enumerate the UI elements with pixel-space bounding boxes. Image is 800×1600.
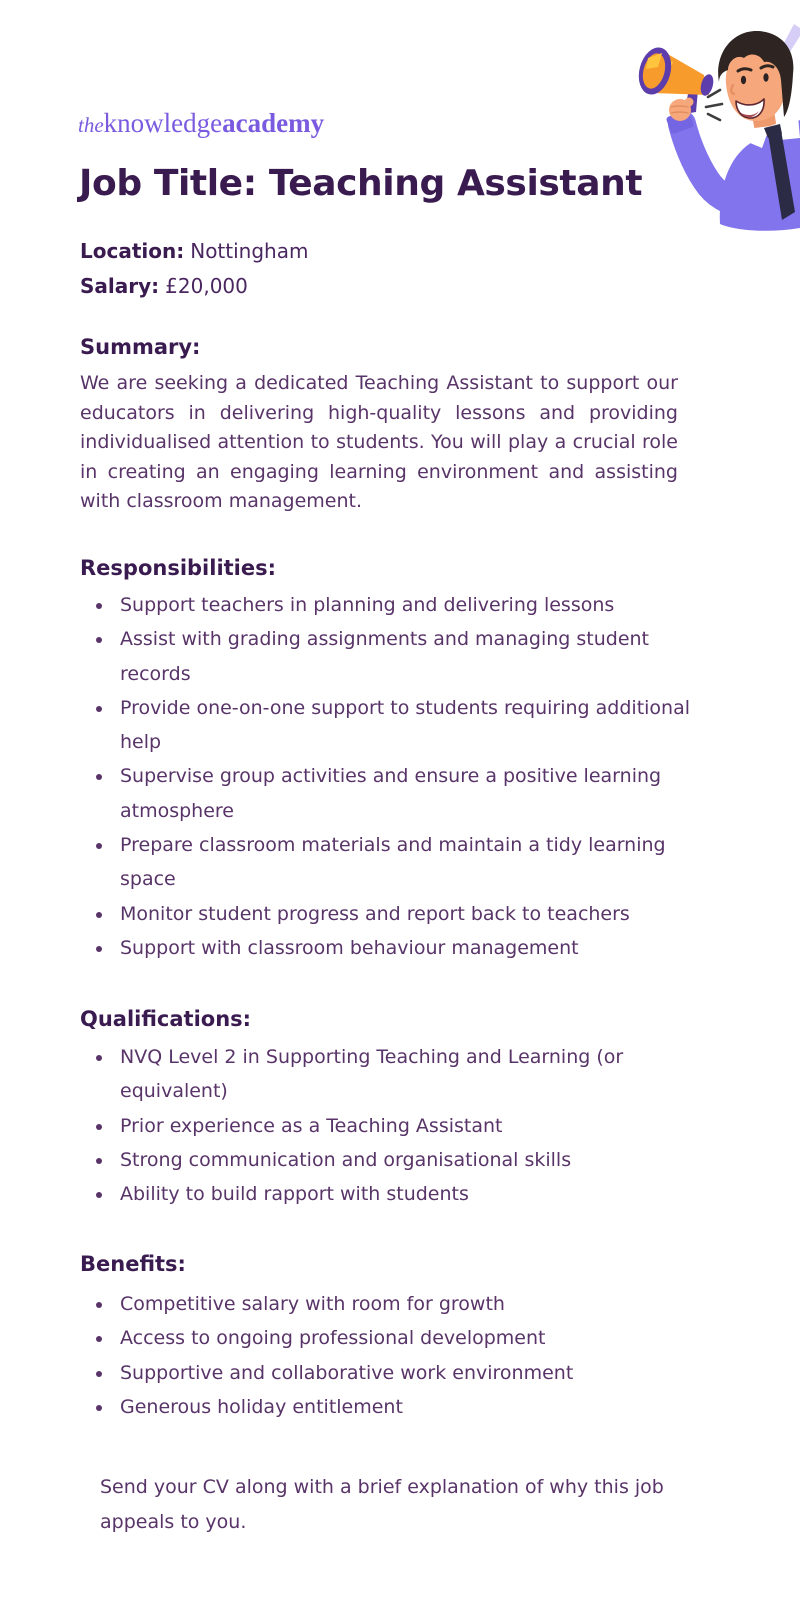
benefits-heading: Benefits: [80, 1252, 186, 1276]
location-value: Nottingham [190, 239, 309, 263]
qualifications-list [80, 1040, 699, 1211]
list-item: • Prepare classroom materials and maintain a tidy learning space [114, 828, 699, 897]
logo-academy: academy [222, 108, 325, 138]
list-item: • Supervise group activities and ensure a positive learning atmosphere [114, 759, 699, 828]
list-item: • Support with classroom behaviour management [114, 931, 699, 965]
page-title: Job Title: Teaching Assistant [79, 163, 643, 204]
salary-row [80, 274, 248, 298]
hand-thumb [685, 98, 694, 107]
list-item: • Support teachers in planning and delivering lessons [114, 588, 699, 622]
list-item: • Competitive salary with room for growth [114, 1287, 699, 1321]
brand-logo [78, 108, 324, 140]
responsibilities-list [80, 588, 699, 965]
location-label: Location: [80, 239, 185, 263]
sound-line-middle [706, 104, 722, 107]
sound-line-bottom [708, 114, 720, 120]
benefits-list [80, 1287, 699, 1424]
list-item: • Ability to build rapport with students [114, 1177, 699, 1211]
logo-the: the [78, 113, 104, 137]
salary-label: Salary: [80, 274, 160, 298]
logo-knowledge: knowledge [103, 108, 223, 138]
summary-paragraph: We are seeking a dedicated Teaching Assistant to support our educators in delivering high-quality lessons and providing individualised attention to students. You will play a crucial role in creating an engaging learning environment and assisting with classroom management. [80, 372, 678, 512]
eye-left [741, 76, 746, 84]
summary-heading: Summary: [80, 335, 201, 359]
responsibilities-heading: Responsibilities: [80, 556, 277, 580]
list-item: • Assist with grading assignments and managing student records [114, 622, 699, 691]
list-item: • Access to ongoing professional development [114, 1321, 699, 1355]
eye-right [763, 73, 768, 81]
location-row [80, 239, 308, 263]
qualifications-heading: Qualifications: [80, 1007, 252, 1031]
list-item: • Monitor student progress and report back to teachers [114, 897, 699, 931]
list-item: • Strong communication and organisational skills [114, 1143, 699, 1177]
list-item: • Generous holiday entitlement [114, 1390, 699, 1424]
salary-value: £20,000 [165, 274, 248, 298]
list-item: • NVQ Level 2 in Supporting Teaching and Learning (or equivalent) [114, 1040, 699, 1109]
closing-text: Send your CV along with a brief explanation of why this job appeals to you. [100, 1476, 664, 1533]
list-item: • Provide one-on-one support to students requiring additional help [114, 691, 699, 760]
list-item: • Prior experience as a Teaching Assistant [114, 1109, 699, 1143]
list-item: • Supportive and collaborative work environment [114, 1356, 699, 1390]
